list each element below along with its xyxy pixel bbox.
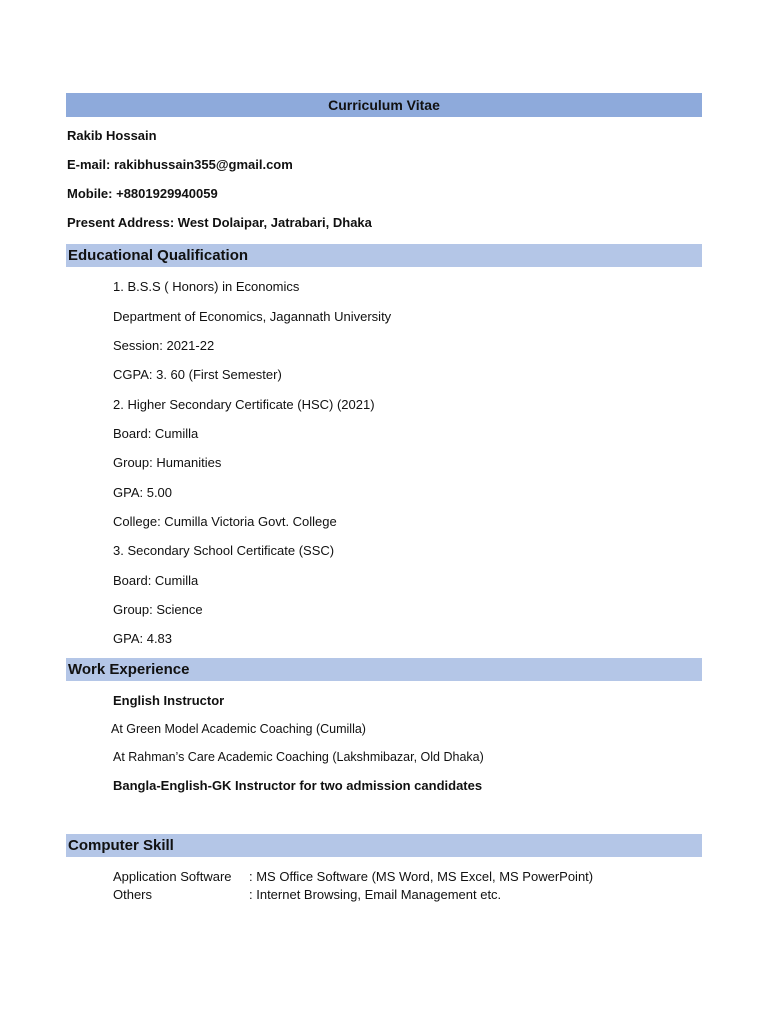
education-line: Session: 2021-22 (113, 338, 215, 353)
education-line: Group: Humanities (113, 455, 222, 470)
education-line: 3. Secondary School Certificate (SSC) (113, 543, 335, 558)
skill-row (113, 869, 593, 885)
education-line: 2. Higher Secondary Certificate (HSC) (2021) (113, 397, 375, 412)
work-role: English Instructor (113, 693, 225, 708)
work-place: At Green Model Academic Coaching (Cumilla) (111, 722, 366, 736)
education-line: College: Cumilla Victoria Govt. College (113, 514, 337, 529)
work-heading: Work Experience (66, 658, 702, 681)
skill-row (113, 887, 501, 903)
education-line: Board: Cumilla (113, 426, 199, 441)
work-place: At Rahman’s Care Academic Coaching (Lakshmibazar, Old Dhaka) (113, 750, 484, 764)
education-line: Board: Cumilla (113, 573, 199, 588)
skills-heading: Computer Skill (66, 834, 702, 857)
name-text: Rakib Hossain (67, 128, 157, 143)
education-line: GPA: 5.00 (113, 485, 173, 500)
mobile-text: Mobile: +8801929940059 (67, 186, 218, 201)
education-line: Group: Science (113, 602, 203, 617)
skill-value: : MS Office Software (MS Word, MS Excel, MS PowerPoint) (249, 869, 594, 884)
work-role: Bangla-English-GK Instructor for two admission candidates (113, 778, 483, 793)
skill-value: : Internet Browsing, Email Management etc. (249, 887, 502, 902)
education-line: 1. B.S.S ( Honors) in Economics (113, 279, 300, 294)
skill-label: Others (113, 887, 153, 902)
education-line: GPA: 4.83 (113, 631, 173, 646)
page-title: Curriculum Vitae (66, 93, 702, 117)
email-text: E-mail: rakibhussain355@gmail.com (67, 157, 293, 172)
address-text: Present Address: West Dolaipar, Jatrabari, Dhaka (67, 215, 372, 230)
education-line: CGPA: 3. 60 (First Semester) (113, 367, 282, 382)
education-heading: Educational Qualification (66, 244, 702, 267)
education-line: Department of Economics, Jagannath University (113, 309, 392, 324)
skill-label: Application Software (113, 869, 232, 884)
